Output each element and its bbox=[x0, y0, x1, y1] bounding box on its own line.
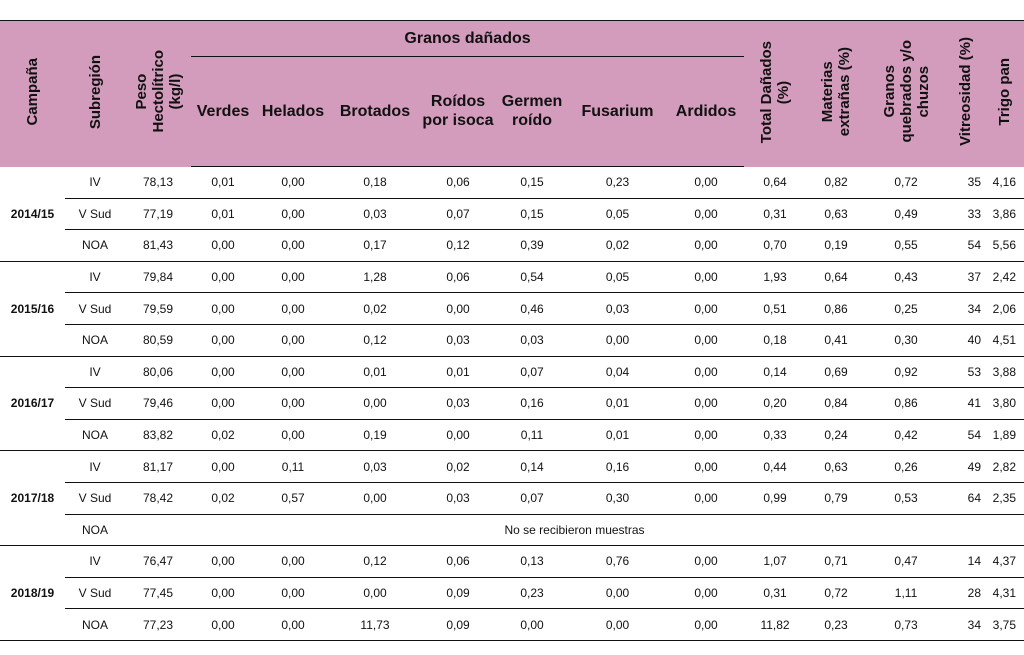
header-brotados: Brotados bbox=[331, 57, 419, 167]
ardidos-cell: 0,00 bbox=[668, 293, 744, 325]
header-peso-hectolitrico: Peso Hectolítrico (kg/l) bbox=[125, 21, 191, 167]
verdes-cell: 0,01 bbox=[191, 198, 255, 230]
campaign-cell: 2016/17 bbox=[0, 356, 65, 451]
subregion-cell: IV bbox=[65, 167, 125, 199]
subregion-cell: V Sud bbox=[65, 293, 125, 325]
brotados-cell: 0,03 bbox=[331, 451, 419, 483]
roidos-cell: 0,02 bbox=[419, 451, 497, 483]
materias-cell: 0,71 bbox=[806, 546, 866, 578]
quebrados-cell: 0,53 bbox=[866, 482, 946, 514]
header-vitreosidad: Vitreosidad (%) bbox=[946, 21, 985, 167]
total-cell: 1,93 bbox=[744, 261, 806, 293]
germen-cell: 0,23 bbox=[497, 577, 567, 609]
brotados-cell: 0,18 bbox=[331, 167, 419, 199]
fusarium-cell: 0,76 bbox=[567, 546, 668, 578]
campaign-cell: 2018/19 bbox=[0, 546, 65, 641]
brotados-cell: 1,28 bbox=[331, 261, 419, 293]
subregion-cell: IV bbox=[65, 451, 125, 483]
verdes-cell: 0,00 bbox=[191, 546, 255, 578]
verdes-cell: 0,02 bbox=[191, 482, 255, 514]
roidos-cell: 0,00 bbox=[419, 419, 497, 451]
roidos-cell: 0,07 bbox=[419, 198, 497, 230]
ardidos-cell: 0,00 bbox=[668, 230, 744, 262]
campaign-cell: 2017/18 bbox=[0, 451, 65, 546]
peso-cell: 77,45 bbox=[125, 577, 191, 609]
header-helados: Helados bbox=[255, 57, 331, 167]
quebrados-cell: 0,49 bbox=[866, 198, 946, 230]
header-granos-quebrados: Granos quebrados y/o chuzos bbox=[866, 21, 946, 167]
vitreosidad-cell: 40 bbox=[946, 324, 985, 356]
campaign-cell: 2015/16 bbox=[0, 261, 65, 356]
roidos-cell: 0,06 bbox=[419, 546, 497, 578]
table-row bbox=[0, 419, 1024, 451]
germen-cell: 0,15 bbox=[497, 167, 567, 199]
quebrados-cell: 0,55 bbox=[866, 230, 946, 262]
peso-cell: 78,13 bbox=[125, 167, 191, 199]
germen-cell: 0,16 bbox=[497, 388, 567, 420]
header-trigo-pan: Trigo pan bbox=[985, 21, 1024, 167]
germen-cell: 0,39 bbox=[497, 230, 567, 262]
total-cell: 0,99 bbox=[744, 482, 806, 514]
table-row bbox=[0, 609, 1024, 641]
brotados-cell: 0,01 bbox=[331, 356, 419, 388]
subregion-cell: IV bbox=[65, 261, 125, 293]
fusarium-cell: 0,00 bbox=[567, 324, 668, 356]
fusarium-cell: 0,16 bbox=[567, 451, 668, 483]
germen-cell: 0,03 bbox=[497, 324, 567, 356]
trigo-pan-cell: 4,37 bbox=[985, 546, 1024, 578]
quebrados-cell: 1,11 bbox=[866, 577, 946, 609]
subregion-cell: NOA bbox=[65, 514, 125, 546]
table-row bbox=[0, 482, 1024, 514]
header-materias-extranas: Materias extrañas (%) bbox=[806, 21, 866, 167]
helados-cell: 0,00 bbox=[255, 293, 331, 325]
peso-cell: 77,23 bbox=[125, 609, 191, 641]
roidos-cell: 0,12 bbox=[419, 230, 497, 262]
fusarium-cell: 0,23 bbox=[567, 167, 668, 199]
germen-cell: 0,07 bbox=[497, 482, 567, 514]
roidos-cell: 0,03 bbox=[419, 324, 497, 356]
roidos-cell: 0,03 bbox=[419, 388, 497, 420]
quebrados-cell: 0,86 bbox=[866, 388, 946, 420]
table-row bbox=[0, 198, 1024, 230]
fusarium-cell: 0,30 bbox=[567, 482, 668, 514]
brotados-cell: 0,03 bbox=[331, 198, 419, 230]
fusarium-cell: 0,05 bbox=[567, 198, 668, 230]
peso-cell: 77,19 bbox=[125, 198, 191, 230]
peso-cell: 81,43 bbox=[125, 230, 191, 262]
wheat-quality-table bbox=[0, 20, 1024, 641]
header-fusarium: Fusarium bbox=[567, 57, 668, 167]
header-verdes: Verdes bbox=[191, 57, 255, 167]
subregion-cell: IV bbox=[65, 546, 125, 578]
germen-cell: 0,07 bbox=[497, 356, 567, 388]
table-row bbox=[0, 230, 1024, 262]
vitreosidad-cell: 49 bbox=[946, 451, 985, 483]
germen-cell: 0,46 bbox=[497, 293, 567, 325]
roidos-cell: 0,09 bbox=[419, 609, 497, 641]
materias-cell: 0,63 bbox=[806, 198, 866, 230]
trigo-pan-cell: 5,56 bbox=[985, 230, 1024, 262]
header-ardidos: Ardidos bbox=[668, 57, 744, 167]
materias-cell: 0,64 bbox=[806, 261, 866, 293]
brotados-cell: 0,12 bbox=[331, 546, 419, 578]
table-body bbox=[0, 167, 1024, 641]
total-cell: 0,18 bbox=[744, 324, 806, 356]
helados-cell: 0,00 bbox=[255, 198, 331, 230]
vitreosidad-cell: 33 bbox=[946, 198, 985, 230]
germen-cell: 0,54 bbox=[497, 261, 567, 293]
total-cell: 0,33 bbox=[744, 419, 806, 451]
trigo-pan-cell: 2,35 bbox=[985, 482, 1024, 514]
total-cell: 1,07 bbox=[744, 546, 806, 578]
vitreosidad-cell: 37 bbox=[946, 261, 985, 293]
quebrados-cell: 0,73 bbox=[866, 609, 946, 641]
brotados-cell: 0,12 bbox=[331, 324, 419, 356]
table-row bbox=[0, 388, 1024, 420]
peso-cell: 83,82 bbox=[125, 419, 191, 451]
helados-cell: 0,00 bbox=[255, 388, 331, 420]
header-total-danados: Total Dañados (%) bbox=[744, 21, 806, 167]
peso-cell: 79,59 bbox=[125, 293, 191, 325]
no-samples-note: No se recibieron muestras bbox=[125, 514, 1024, 546]
peso-cell: 81,17 bbox=[125, 451, 191, 483]
peso-cell: 79,46 bbox=[125, 388, 191, 420]
brotados-cell: 0,00 bbox=[331, 482, 419, 514]
roidos-cell: 0,09 bbox=[419, 577, 497, 609]
trigo-pan-cell: 1,89 bbox=[985, 419, 1024, 451]
subregion-cell: V Sud bbox=[65, 388, 125, 420]
brotados-cell: 0,00 bbox=[331, 577, 419, 609]
vitreosidad-cell: 34 bbox=[946, 293, 985, 325]
subregion-cell: V Sud bbox=[65, 577, 125, 609]
ardidos-cell: 0,00 bbox=[668, 609, 744, 641]
helados-cell: 0,00 bbox=[255, 546, 331, 578]
helados-cell: 0,00 bbox=[255, 609, 331, 641]
materias-cell: 0,24 bbox=[806, 419, 866, 451]
fusarium-cell: 0,03 bbox=[567, 293, 668, 325]
ardidos-cell: 0,00 bbox=[668, 356, 744, 388]
germen-cell: 0,14 bbox=[497, 451, 567, 483]
total-cell: 0,70 bbox=[744, 230, 806, 262]
materias-cell: 0,19 bbox=[806, 230, 866, 262]
peso-cell: 80,59 bbox=[125, 324, 191, 356]
vitreosidad-cell: 34 bbox=[946, 609, 985, 641]
helados-cell: 0,00 bbox=[255, 419, 331, 451]
ardidos-cell: 0,00 bbox=[668, 261, 744, 293]
brotados-cell: 0,19 bbox=[331, 419, 419, 451]
helados-cell: 0,00 bbox=[255, 356, 331, 388]
table-row bbox=[0, 167, 1024, 199]
quebrados-cell: 0,30 bbox=[866, 324, 946, 356]
brotados-cell: 0,02 bbox=[331, 293, 419, 325]
quebrados-cell: 0,42 bbox=[866, 419, 946, 451]
total-cell: 0,20 bbox=[744, 388, 806, 420]
materias-cell: 0,82 bbox=[806, 167, 866, 199]
germen-cell: 0,11 bbox=[497, 419, 567, 451]
trigo-pan-cell: 3,86 bbox=[985, 198, 1024, 230]
vitreosidad-cell: 14 bbox=[946, 546, 985, 578]
brotados-cell: 0,00 bbox=[331, 388, 419, 420]
ardidos-cell: 0,00 bbox=[668, 419, 744, 451]
header-campana: Campaña bbox=[0, 21, 65, 167]
subregion-cell: NOA bbox=[65, 324, 125, 356]
table-row bbox=[0, 577, 1024, 609]
materias-cell: 0,41 bbox=[806, 324, 866, 356]
trigo-pan-cell: 4,16 bbox=[985, 167, 1024, 199]
verdes-cell: 0,00 bbox=[191, 577, 255, 609]
helados-cell: 0,00 bbox=[255, 230, 331, 262]
vitreosidad-cell: 54 bbox=[946, 230, 985, 262]
helados-cell: 0,00 bbox=[255, 577, 331, 609]
materias-cell: 0,63 bbox=[806, 451, 866, 483]
subregion-cell: NOA bbox=[65, 609, 125, 641]
materias-cell: 0,23 bbox=[806, 609, 866, 641]
helados-cell: 0,00 bbox=[255, 324, 331, 356]
table-row bbox=[0, 356, 1024, 388]
total-cell: 0,14 bbox=[744, 356, 806, 388]
total-cell: 0,64 bbox=[744, 167, 806, 199]
materias-cell: 0,79 bbox=[806, 482, 866, 514]
vitreosidad-cell: 28 bbox=[946, 577, 985, 609]
trigo-pan-cell: 3,80 bbox=[985, 388, 1024, 420]
total-cell: 0,44 bbox=[744, 451, 806, 483]
germen-cell: 0,15 bbox=[497, 198, 567, 230]
fusarium-cell: 0,05 bbox=[567, 261, 668, 293]
helados-cell: 0,00 bbox=[255, 261, 331, 293]
quebrados-cell: 0,72 bbox=[866, 167, 946, 199]
peso-cell: 80,06 bbox=[125, 356, 191, 388]
quebrados-cell: 0,92 bbox=[866, 356, 946, 388]
trigo-pan-cell: 3,88 bbox=[985, 356, 1024, 388]
verdes-cell: 0,00 bbox=[191, 356, 255, 388]
header-roidos: Roídos por isoca bbox=[419, 57, 497, 167]
quebrados-cell: 0,43 bbox=[866, 261, 946, 293]
table-row bbox=[0, 324, 1024, 356]
materias-cell: 0,84 bbox=[806, 388, 866, 420]
fusarium-cell: 0,01 bbox=[567, 419, 668, 451]
trigo-pan-cell: 4,51 bbox=[985, 324, 1024, 356]
header-germen: Germen roído bbox=[497, 57, 567, 167]
peso-cell: 76,47 bbox=[125, 546, 191, 578]
ardidos-cell: 0,00 bbox=[668, 546, 744, 578]
table-row bbox=[0, 293, 1024, 325]
fusarium-cell: 0,02 bbox=[567, 230, 668, 262]
helados-cell: 0,00 bbox=[255, 167, 331, 199]
fusarium-cell: 0,04 bbox=[567, 356, 668, 388]
verdes-cell: 0,02 bbox=[191, 419, 255, 451]
verdes-cell: 0,00 bbox=[191, 261, 255, 293]
verdes-cell: 0,01 bbox=[191, 167, 255, 199]
verdes-cell: 0,00 bbox=[191, 609, 255, 641]
trigo-pan-cell: 2,42 bbox=[985, 261, 1024, 293]
materias-cell: 0,86 bbox=[806, 293, 866, 325]
total-cell: 11,82 bbox=[744, 609, 806, 641]
ardidos-cell: 0,00 bbox=[668, 451, 744, 483]
roidos-cell: 0,06 bbox=[419, 261, 497, 293]
vitreosidad-cell: 41 bbox=[946, 388, 985, 420]
fusarium-cell: 0,00 bbox=[567, 577, 668, 609]
peso-cell: 78,42 bbox=[125, 482, 191, 514]
brotados-cell: 0,17 bbox=[331, 230, 419, 262]
header-subregion: Subregión bbox=[65, 21, 125, 167]
table-row bbox=[0, 514, 1024, 546]
brotados-cell: 11,73 bbox=[331, 609, 419, 641]
campaign-cell: 2014/15 bbox=[0, 167, 65, 262]
fusarium-cell: 0,00 bbox=[567, 609, 668, 641]
subregion-cell: IV bbox=[65, 356, 125, 388]
materias-cell: 0,72 bbox=[806, 577, 866, 609]
subregion-cell: NOA bbox=[65, 230, 125, 262]
vitreosidad-cell: 64 bbox=[946, 482, 985, 514]
trigo-pan-cell: 4,31 bbox=[985, 577, 1024, 609]
germen-cell: 0,00 bbox=[497, 609, 567, 641]
verdes-cell: 0,00 bbox=[191, 324, 255, 356]
materias-cell: 0,69 bbox=[806, 356, 866, 388]
verdes-cell: 0,00 bbox=[191, 388, 255, 420]
vitreosidad-cell: 35 bbox=[946, 167, 985, 199]
roidos-cell: 0,00 bbox=[419, 293, 497, 325]
verdes-cell: 0,00 bbox=[191, 293, 255, 325]
ardidos-cell: 0,00 bbox=[668, 388, 744, 420]
helados-cell: 0,57 bbox=[255, 482, 331, 514]
ardidos-cell: 0,00 bbox=[668, 482, 744, 514]
germen-cell: 0,13 bbox=[497, 546, 567, 578]
verdes-cell: 0,00 bbox=[191, 230, 255, 262]
roidos-cell: 0,03 bbox=[419, 482, 497, 514]
table-row bbox=[0, 261, 1024, 293]
ardidos-cell: 0,00 bbox=[668, 577, 744, 609]
trigo-pan-cell: 2,82 bbox=[985, 451, 1024, 483]
vitreosidad-cell: 54 bbox=[946, 419, 985, 451]
ardidos-cell: 0,00 bbox=[668, 324, 744, 356]
subregion-cell: NOA bbox=[65, 419, 125, 451]
roidos-cell: 0,06 bbox=[419, 167, 497, 199]
table-row bbox=[0, 546, 1024, 578]
quebrados-cell: 0,26 bbox=[866, 451, 946, 483]
subregion-cell: V Sud bbox=[65, 198, 125, 230]
fusarium-cell: 0,01 bbox=[567, 388, 668, 420]
subregion-cell: V Sud bbox=[65, 482, 125, 514]
header-granos-danados: Granos dañados bbox=[191, 21, 744, 57]
ardidos-cell: 0,00 bbox=[668, 167, 744, 199]
vitreosidad-cell: 53 bbox=[946, 356, 985, 388]
total-cell: 0,31 bbox=[744, 198, 806, 230]
helados-cell: 0,11 bbox=[255, 451, 331, 483]
ardidos-cell: 0,00 bbox=[668, 198, 744, 230]
total-cell: 0,51 bbox=[744, 293, 806, 325]
total-cell: 0,31 bbox=[744, 577, 806, 609]
verdes-cell: 0,00 bbox=[191, 451, 255, 483]
quebrados-cell: 0,25 bbox=[866, 293, 946, 325]
roidos-cell: 0,01 bbox=[419, 356, 497, 388]
trigo-pan-cell: 2,06 bbox=[985, 293, 1024, 325]
quebrados-cell: 0,47 bbox=[866, 546, 946, 578]
peso-cell: 79,84 bbox=[125, 261, 191, 293]
trigo-pan-cell: 3,75 bbox=[985, 609, 1024, 641]
table-row bbox=[0, 451, 1024, 483]
